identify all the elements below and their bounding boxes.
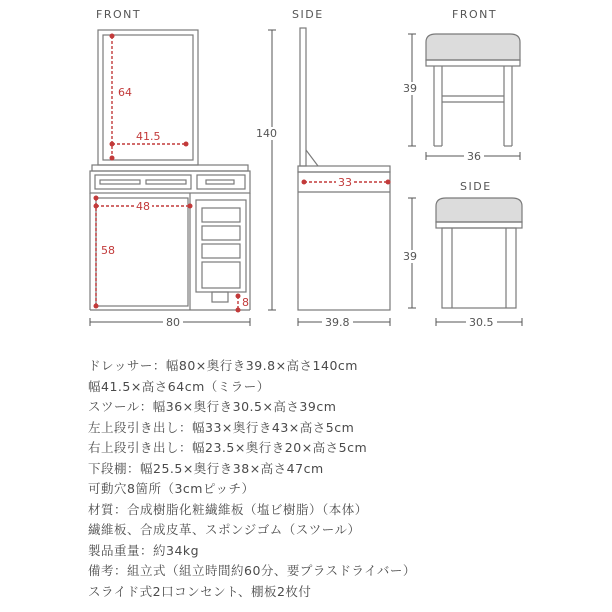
stool-front-title: FRONT [452,8,498,21]
spec-line: 可動穴8箇所（3cmピッチ） [88,481,255,496]
stool-side-height-label: 39 [403,250,417,263]
spec-line: 材質：合成樹脂化粧繊維板（塩ビ樹脂）（本体） [88,501,368,517]
spec-line: スツール：幅36×奥行き30.5×高さ39cm [88,399,337,414]
leg-height-label: 8 [242,296,249,309]
side-depth-label: 39.8 [322,316,353,329]
spec-list [88,356,588,602]
mirror-width-label: 41.5 [136,130,161,143]
side-drawer-depth-label: 33 [338,176,352,189]
dresser-side-title: SIDE [292,8,324,21]
stool-front-height-label: 39 [403,82,417,95]
spec-line: 幅41.5×高さ64cm（ミラー） [88,378,270,394]
spec-line: ドレッサー：幅80×奥行き39.8×高さ140cm [88,358,358,373]
spec-line: 右上段引き出し：幅23.5×奥行き20×高さ5cm [88,440,368,455]
spec-line: 備考：組立式（組立時間約60分、要プラスドライバー） [88,563,416,578]
spec-line: 繊維板、合成皮革、スポンジゴム（スツール） [88,522,361,537]
dresser-side-view [298,28,390,310]
lower-height-label: 58 [101,244,115,257]
total-height-label: 140 [256,127,277,140]
dresser-front-title: FRONT [96,8,142,21]
spec-line: 下段棚：幅25.5×奥行き38×高さ47cm [88,460,324,476]
mirror-height-label: 64 [118,86,132,99]
drawer-width-label: 48 [136,200,150,213]
red-measure-lines [96,36,388,310]
stool-front-width-label: 36 [464,150,484,163]
total-width-label: 80 [163,316,183,329]
stool-side-depth-label: 30.5 [466,316,497,329]
spec-line: スライド式2口コンセント、棚板2枚付 [88,583,312,599]
spec-line: 左上段引き出し：幅33×奥行き43×高さ5cm [88,419,355,435]
stool-side-title: SIDE [460,180,492,193]
dresser-front-view [90,30,250,310]
spec-line: 製品重量：約34kg [88,542,200,558]
stool-side-view [436,198,522,308]
stool-front-view [426,34,520,146]
